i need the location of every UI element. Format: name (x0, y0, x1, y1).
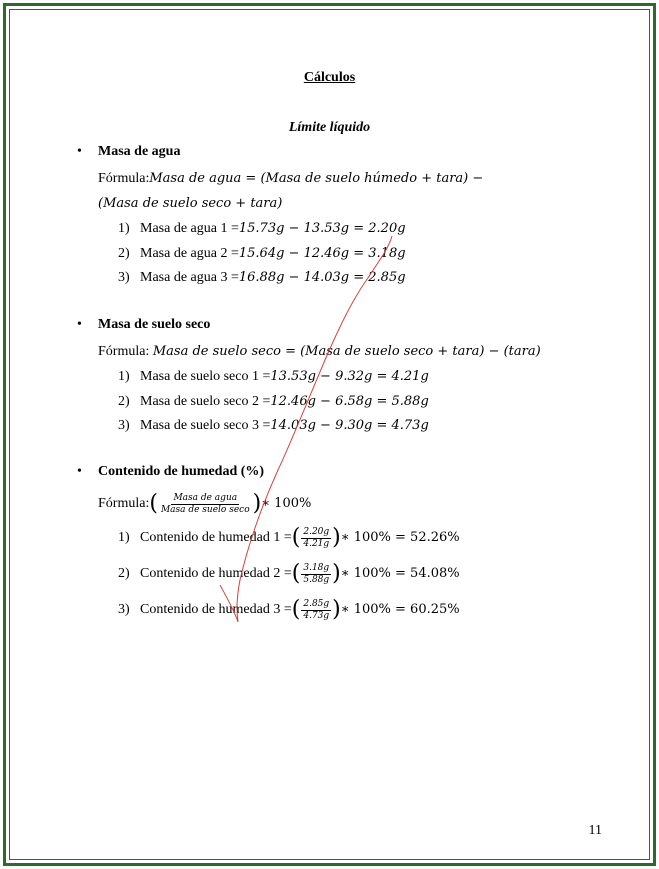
formula-fraction (159, 493, 252, 516)
fraction-numerator: 2.20g (303, 526, 330, 537)
item-expression: 16.88g − 14.03g = 2.85g (238, 270, 406, 285)
bullet-icon: • (77, 317, 82, 332)
calculation-item (118, 556, 637, 592)
calculation-item (118, 267, 637, 292)
item-label: Masa de agua 1 = (140, 221, 239, 236)
page-subtitle: Límite líquido (288, 120, 371, 135)
item-number: 2) (118, 566, 130, 581)
item-number: 2) (118, 393, 130, 409)
left-paren: ( (291, 561, 301, 586)
calculation-item (118, 366, 637, 391)
left-paren: ( (291, 525, 301, 550)
section-contenido-de-humedad (77, 464, 637, 628)
calculation-list (77, 520, 637, 628)
item-number: 2) (118, 245, 130, 261)
item-label: Masa de agua 3 = (140, 270, 239, 285)
page-title: Cálculos (303, 70, 356, 85)
item-expression: 15.64g − 12.46g = 3.18g (238, 245, 406, 261)
item-number: 1) (118, 530, 130, 545)
section-heading: Contenido de humedad (%) (98, 464, 265, 479)
calculation-item (118, 391, 637, 416)
calculation-item (118, 218, 637, 243)
section-masa-de-suelo-seco (77, 317, 637, 440)
calculation-list (77, 218, 637, 292)
formula-line (77, 488, 637, 520)
left-paren: ( (149, 491, 158, 516)
item-expression: 14.03g − 9.30g = 4.73g (270, 418, 429, 433)
calculation-item (118, 415, 637, 440)
item-result: ∗ 100% = 52.26% (340, 530, 460, 545)
page-number: 11 (588, 823, 602, 838)
formula-line (77, 168, 637, 193)
item-result: ∗ 100% = 54.08% (340, 566, 460, 581)
item-label: Contenido de humedad 3 = (140, 602, 292, 617)
fraction-denominator: 4.21g (303, 538, 330, 549)
item-fraction (301, 527, 331, 550)
fraction-numerator: Masa de agua (173, 492, 238, 503)
formula-expression: (Masa de suelo seco + tara) (98, 196, 283, 211)
formula-label: Fórmula: (98, 496, 150, 511)
section-heading: Masa de suelo seco (98, 317, 211, 332)
item-number: 3) (118, 418, 130, 433)
calculation-item (118, 243, 637, 268)
calculation-item (118, 520, 637, 556)
right-paren: ) (332, 597, 341, 622)
item-label: Contenido de humedad 1 = (140, 530, 292, 545)
item-label: Masa de suelo seco 2 = (140, 393, 271, 409)
fraction-numerator: 3.18g (303, 562, 330, 573)
formula-label: Fórmula: (98, 344, 153, 359)
fraction-denominator: 4.73g (303, 610, 330, 621)
right-paren: ) (252, 491, 262, 516)
item-fraction (301, 563, 331, 586)
section-heading-row (77, 464, 637, 488)
item-number: 1) (118, 369, 130, 384)
formula-line-continued (77, 193, 637, 218)
item-number: 3) (118, 602, 130, 617)
formula-tail: ∗ 100% (261, 496, 312, 511)
formula-line (77, 341, 637, 366)
formula-label: Fórmula: (98, 171, 150, 186)
right-paren: ) (332, 561, 341, 586)
left-paren: ( (291, 597, 301, 622)
bullet-icon: • (77, 144, 82, 159)
bullet-icon: • (77, 464, 82, 479)
item-label: Contenido de humedad 2 = (140, 566, 292, 581)
item-result: ∗ 100% = 60.25% (340, 602, 460, 617)
formula-expression: Masa de suelo seco = (Masa de suelo seco + tara) − (tara) (152, 344, 541, 359)
section-heading-row (77, 144, 637, 168)
item-fraction (301, 599, 331, 622)
formula-expression: Masa de agua = (Masa de suelo húmedo + tara) − (149, 171, 484, 186)
fraction-denominator: 5.88g (303, 574, 330, 585)
item-expression: 12.46g − 6.58g = 5.88g (270, 393, 429, 409)
calculation-list (77, 366, 637, 440)
section-heading: Masa de agua (98, 144, 181, 159)
right-paren: ) (332, 525, 341, 550)
item-label: Masa de suelo seco 1 = (140, 369, 271, 384)
item-label: Masa de agua 2 = (140, 245, 239, 261)
item-number: 1) (118, 221, 130, 236)
item-expression: 15.73g − 13.53g = 2.20g (238, 221, 406, 236)
calculation-item (118, 592, 637, 628)
item-expression: 13.53g − 9.32g = 4.21g (270, 369, 429, 384)
fraction-numerator: 2.85g (303, 598, 330, 609)
item-number: 3) (118, 270, 130, 285)
section-heading-row (77, 317, 637, 341)
item-label: Masa de suelo seco 3 = (140, 418, 271, 433)
section-masa-de-agua (77, 144, 637, 292)
fraction-denominator: Masa de suelo seco (160, 504, 250, 515)
